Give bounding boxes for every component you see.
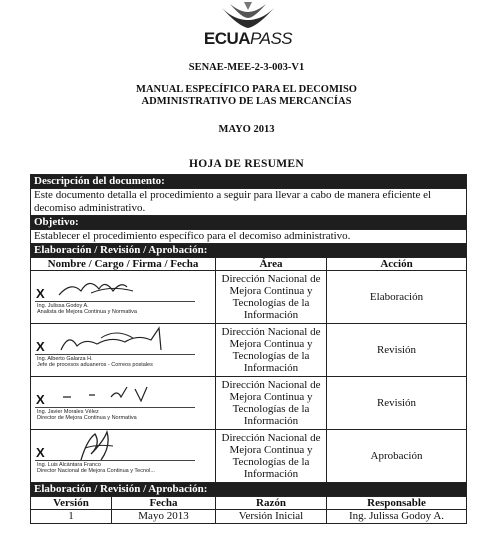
signature-x-mark: X	[36, 339, 45, 354]
approval-row	[31, 324, 467, 377]
signature-x-mark: X	[36, 392, 45, 407]
signer-name: Ing. Julissa Godoy A. Analista de Mejora Continua y Normativa	[37, 303, 137, 315]
column-responsible-header: Responsable	[327, 497, 467, 510]
approval-row	[31, 377, 467, 430]
action-cell: Revisión	[327, 377, 467, 430]
handwritten-signature	[41, 271, 191, 303]
column-name-header: Nombre / Cargo / Firma / Fecha	[31, 258, 216, 271]
signature-cell	[31, 430, 216, 483]
signature-cell	[31, 324, 216, 377]
handwritten-signature	[41, 324, 191, 356]
summary-table	[30, 174, 467, 524]
version-responsible: Ing. Julissa Godoy A.	[327, 510, 467, 524]
area-cell: Dirección Nacional de Mejora Continua y Tecnologías de la Información	[216, 271, 327, 324]
description-heading: Descripción del documento:	[31, 175, 467, 189]
version-reason: Versión Inicial	[216, 510, 327, 524]
handwritten-signature	[41, 430, 191, 462]
signature-line	[35, 301, 195, 302]
versions-heading: Elaboración / Revisión / Aprobación:	[31, 483, 467, 497]
signer-name: Ing. Alberto Galarza H. Jefe de procesos aduaneros - Correos postales	[37, 356, 153, 368]
signer-name: Ing. Luis Alcántara Franco Director Nacional de Mejora Continua y Tecnol...	[37, 462, 155, 474]
version-date: Mayo 2013	[138, 510, 189, 522]
version-number: 1	[31, 510, 112, 523]
ecuapass-logo	[200, 2, 296, 50]
handwritten-signature	[41, 377, 191, 409]
ecuapass-emblem	[200, 2, 296, 32]
area-cell: Dirección Nacional de Mejora Continua y Tecnologías de la Información	[216, 430, 327, 483]
column-version-header: Versión	[31, 497, 112, 509]
approval-row	[31, 430, 467, 483]
ecuapass-wordmark: ECUAPASS	[203, 29, 293, 48]
approval-row	[31, 271, 467, 324]
version-row	[31, 510, 467, 524]
description-text: Este documento detalla el procedimiento a seguir para llevar a cabo de manera eficiente el decomiso administrativo.	[31, 189, 467, 216]
signature-x-mark: X	[36, 445, 45, 460]
document-title-line1: MANUAL ESPECÍFICO PARA EL DECOMISO	[136, 84, 357, 95]
signature-x-mark: X	[36, 286, 45, 301]
column-action-header: Acción	[327, 258, 467, 271]
signature-cell	[31, 271, 216, 324]
action-cell: Aprobación	[327, 430, 467, 483]
action-cell: Revisión	[327, 324, 467, 377]
signature-line	[35, 354, 195, 355]
document-title	[0, 84, 493, 108]
column-date-header: Fecha	[149, 497, 178, 509]
objective-text: Establecer el procedimiento específico para el decomiso administrativo.	[31, 230, 467, 244]
area-cell: Dirección Nacional de Mejora Continua y Tecnologías de la Información	[216, 324, 327, 377]
signature-cell	[31, 377, 216, 430]
document-title-line2: ADMINISTRATIVO DE LAS MERCANCÍAS	[141, 96, 352, 107]
document-date: MAYO 2013	[218, 124, 275, 135]
signature-line	[35, 460, 195, 461]
column-area-header: Área	[216, 258, 327, 271]
action-cell: Elaboración	[327, 271, 467, 324]
summary-sheet-title: HOJA DE RESUMEN	[188, 158, 305, 170]
version-date-group	[31, 510, 216, 524]
document-code: SENAE-MEE-2-3-003-V1	[188, 62, 305, 73]
signer-name: Ing. Javier Morales Vélez Director de Mejora Continua y Normativa	[37, 409, 137, 421]
signature-line	[35, 407, 195, 408]
objective-heading: Objetivo:	[31, 216, 467, 230]
area-cell: Dirección Nacional de Mejora Continua y Tecnologías de la Información	[216, 377, 327, 430]
column-reason-header: Razón	[216, 497, 327, 510]
approval-heading: Elaboración / Revisión / Aprobación:	[31, 244, 467, 258]
versions-header-group	[31, 497, 216, 510]
